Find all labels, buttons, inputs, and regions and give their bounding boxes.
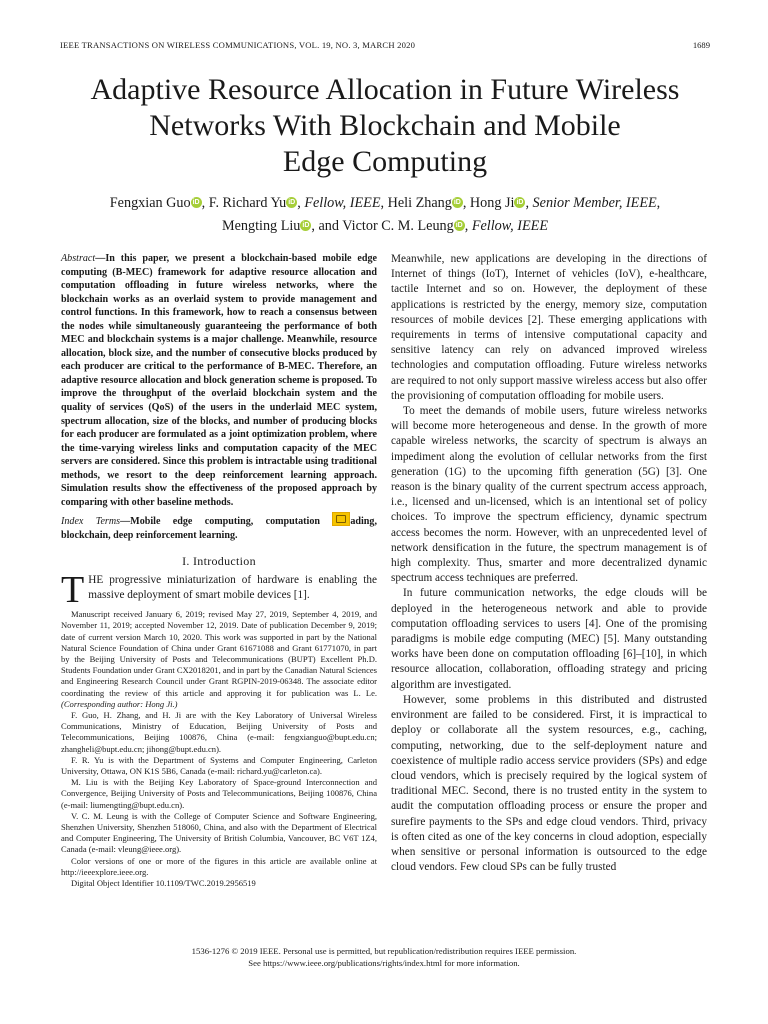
paper-title — [60, 72, 710, 180]
section-heading: I. Introduction — [182, 554, 256, 569]
footnote-doi: Digital Object Identifier 10.1109/TWC.2019.2956519 — [71, 877, 256, 888]
orcid-icon[interactable]: iD — [455, 222, 463, 229]
footnote-affiliation: V. C. M. Leung is with the College of Computer Science and Software Engineering, Shenzhen University, Shenzhen 518060, China, and also with the Department of Electrical and Computer Engineering, The University of British Columbia, Vancouver, BC V6T 1Z4, Canada (e-mail: vleung@ieee.org). — [61, 810, 377, 855]
footnote-text: Manuscript received January 6, 2019; revised May 27, 2019, September 4, 2019, and November 11, 2019; accepted November 12, 2019. Date of publication December 9, 2019; date of current version March 10, 2020. This work was supported in part by the National Natural Science Foundation of China under Grant 61671088 and Grant 61771070, in part by the Beijing University of Posts and Telecommunications (BUPT) Excellent Ph.D. Students Foundation under Grant CX2018201, and in part by the Canadian Natural Sciences and Engineering Research Council under Grant RGPIN-2019-06348. The associate editor coordinating the review of this article and approving it for publication was L. Le. — [61, 609, 377, 698]
title-line-3: Edge Computing — [282, 145, 488, 178]
corresponding-author: (Corresponding author: Hong Ji.) — [61, 698, 178, 709]
author-list: Fengxian Guo iD , F. Richard Yu iD , Fellow, IEEE, Heli Zhang iD , Hong Ji iD , Senior Member, IEEE, Mengting Liu iD , and Victor C. M. Leung iD , Fellow, IEEE — [109, 195, 661, 234]
body-paragraph: However, some problems in this distributed and distrusted environment are failed to be considered. First, it is impractical to deploy or collaborate all the system resources, e.g., caching, computing, networking, due to the self-deployment nature and coexistence of multiple radio access service providers (SPs) and edge cloud vendors, which is precisely required by the logical system of traditional MEC. Second, there is no trusted entity in the system to audit the computation offloading process or ensure the proper and surefire payments to the SPs and edge cloud vendors. Third, privacy is often cited as one of the key concerns in cloud adoption, especially when sensitive or personal information is outsourced to the edge cloud vendors. Few cloud SPs can be fully trusted — [391, 693, 707, 874]
abstract-label: Abstract — [61, 253, 96, 264]
footnote-affiliation: F. R. Yu is with the Department of Systems and Computer Engineering, Carleton University, Ottawa, ON K1S 5B6, Canada (e-mail: richard.yu@carleton.ca). — [61, 754, 377, 776]
author-role: Fellow, IEEE — [304, 195, 381, 211]
index-terms-text: Mobile edge computing, computation — [130, 516, 333, 528]
author-role: Senior Member, IEEE — [532, 195, 657, 211]
footnote-color-note: Color versions of one or more of the figures in this article are available online at http://ieeexplore.ieee.org. — [61, 855, 377, 877]
author-name[interactable]: Victor C. M. Leung — [342, 218, 454, 234]
body-paragraph: In future communication networks, the edge clouds will be deployed in the heterogeneous network and able to provide computation offloading services to users [4]. One of the promising paradigms is mobile edge computing (MEC) [5]. Many outstanding works have been done on computation offloading [6]–[10], in which resource allocation, collaboration, offloading strategy and pricing algorithm are investigated. — [391, 587, 707, 691]
body-paragraph: To meet the demands of mobile users, future wireless networks will become more heterogeneous and dense. In the growth of more capable wireless networks, the scarcity of spectrum is always an impediment along the evolution of cellular networks from the first generation (1G) to the upcoming fifth generation (5G) [3]. One reason is the binary quality of the current spectrum access approach, i.e., licensed and un-licensed, which is an intentional set of policy choices. To improve the spectrum efficiency, dynamic spectrum access becomes the norm. However, with an unprecedented level of network densification in the future, the spectrum management is of high complexity. Thus, smarter and more decentralized dynamic spectrum access techniques are preferred. — [391, 405, 707, 585]
author-name[interactable]: F. Richard Yu — [208, 195, 287, 211]
author-role: Fellow, IEEE — [471, 218, 548, 234]
author-name[interactable]: Mengting Liu — [221, 218, 301, 234]
rights-link-line[interactable]: See https://www.ieee.org/publications/rights/index.html for more information. — [248, 957, 520, 968]
index-terms: Index Terms—Mobile edge computing, computation ading, blockchain, deep reinforcement learning. — [61, 512, 377, 542]
intro-first-paragraph — [61, 568, 377, 611]
left-column — [61, 252, 377, 889]
orcid-icon[interactable]: iD — [302, 222, 310, 229]
footnote-affiliation: F. Guo, H. Zhang, and H. Ji are with the Key Laboratory of Universal Wireless Communications, Ministry of Education, Beijing University of Posts and Telecommunications, Beijing 100876, China (e-mail: fengxianguo@bupt.edu.cn; zhangheli@bupt.edu.cn; jihong@bupt.edu.cn). — [61, 709, 377, 754]
index-terms-label: Index Terms — [61, 516, 121, 528]
annotation-icon[interactable] — [332, 512, 350, 526]
index-terms-text-end: ading, blockchain, deep reinforcement learning. — [61, 516, 377, 541]
footnote-affiliation: M. Liu is with the Beijing Key Laboratory of Space-ground Interconnection and Convergence, Beijing University of Posts and Telecommunications, Beijing 100876, China (e-mail: liumengting@bupt.edu.cn). — [61, 777, 377, 810]
footnote-received — [61, 609, 377, 710]
author-name[interactable]: Hong Ji — [469, 195, 515, 211]
copyright-footer — [61, 946, 707, 969]
orcid-icon[interactable]: iD — [192, 199, 200, 206]
orcid-icon[interactable]: iD — [453, 199, 461, 206]
orcid-icon[interactable]: iD — [516, 199, 524, 206]
author-name[interactable]: Fengxian Guo — [109, 195, 191, 211]
orcid-icon[interactable]: iD — [288, 199, 296, 206]
copyright-line: 1536-1276 © 2019 IEEE. Personal use is permitted, but republication/redistribution requires IEEE permission. — [191, 946, 577, 956]
author-name[interactable]: Heli Zhang — [387, 195, 452, 211]
drop-cap: T — [61, 568, 85, 611]
title-line-2: Networks With Blockchain and Mobile — [149, 109, 621, 142]
intro-text: HE progressive miniaturization of hardware is enabling the massive deployment of smart mobile devices [1]. — [88, 573, 377, 601]
running-header: IEEE TRANSACTIONS ON WIRELESS COMMUNICATIONS, VOL. 19, NO. 3, MARCH 2020 — [60, 40, 416, 50]
right-column — [391, 252, 707, 875]
footnotes — [61, 609, 377, 889]
abstract-text: In this paper, we present a blockchain-based mobile edge computing (B-MEC) framework for adaptive resource allocation and computation offloading in future wireless networks, where the blockchain works as an overlaid system to provide management and control functions. In this framework, how to reach a consensus between the nodes while simultaneously guaranteeing the performance of both MEC and blockchain systems is a major challenge. Meanwhile, resource allocation, block size, and the number of consecutive blocks produced by each producer are critical to the performance of B-MEC. Therefore, an adaptive resource allocation and block generation scheme is proposed. To improve the throughput of the overlaid blockchain system and the quality of services (QoS) of the users in the underlaid MEC system, spectrum allocation, size of the blocks, and number of producing blocks for each producer are formulated as a joint optimization problem, where the time-varying wireless links and computation capacity of the MEC servers are considered. Since this problem is intractable using traditional methods, we resort to the deep reinforcement learning approach. Simulation results show the effectiveness of the proposed approach by comparing with other baseline methods. — [61, 253, 377, 508]
title-line-1: Adaptive Resource Allocation in Future Wireless — [90, 73, 680, 106]
body-paragraph: Meanwhile, new applications are developing in the directions of Internet of things (IoT), Internet of vehicles (IoV), e-healthcare, tactile Internet and so on. However, the deployment of these applications is restricted by the energy, memory size, computation resources of mobile devices [2]. These emerging applications with requirements in terms of intensive computational capacity and sensitive latency can rely on advanced improved wireless technologies and computation offloading. Future wireless networks are required to not only support massive wireless access but also offer the provisioning of computation offloading for mobile users. — [391, 253, 707, 402]
page-number: 1689 — [692, 40, 710, 50]
abstract: Abstract—In this paper, we present a blockchain-based mobile edge computing (B-MEC) framework for adaptive resource allocation and computation offloading in future wireless networks, where the blockchain works as an overlaid system to provide management and control functions. In this framework, how to reach a consensus between the nodes while simultaneously guaranteeing the performance of both MEC and blockchain systems is a major challenge. Meanwhile, resource allocation, block size, and the number of consecutive blocks produced by each producer are critical to the performance of B-MEC. Therefore, an adaptive resource allocation and block generation scheme is proposed. To improve the throughput of the overlaid blockchain system and the quality of services (QoS) of the users in the underlaid MEC system, spectrum allocation, size of the blocks, and number of producing blocks for each producer are formulated as a joint optimization problem, where the time-varying wireless links and computation capacity of the MEC servers are considered. Since this problem is intractable using traditional methods, we resort to the deep reinforcement learning approach. Simulation results show the effectiveness of the proposed approach by comparing with other baseline methods. — [61, 253, 377, 508]
